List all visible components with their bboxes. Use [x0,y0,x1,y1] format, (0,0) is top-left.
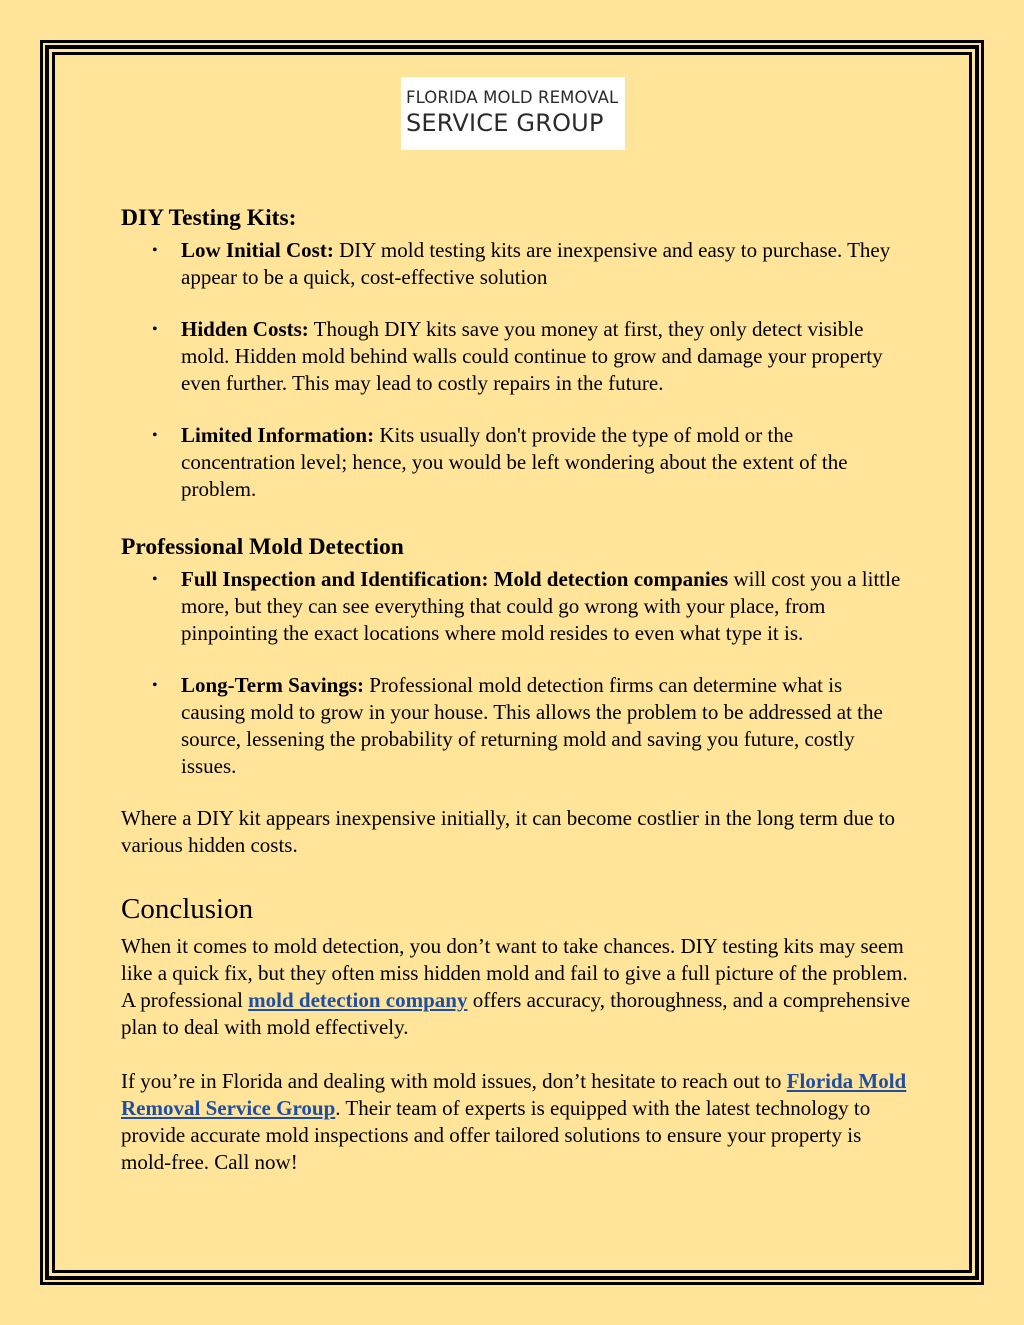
item-text: Though DIY kits save you money at first, they only detect visible mold. Hidden mold behind walls could continue to grow and damage your property even further. This may lead to costly repairs in the future. [181,317,883,395]
list-item [121,566,911,647]
pro-summary: Where a DIY kit appears inexpensive initially, it can become costlier in the long term due to various hidden costs. [121,806,896,857]
document-content [121,203,911,1176]
list-item [121,422,911,503]
bullet-icon: • [152,321,158,338]
paragraph-text: . Their team of experts is equipped with the latest technology to provide accurate mold inspections and offer tailored solutions to ensure your property is mold-free. Call now! [121,1096,871,1174]
item-text: Kits usually don't provide the type of mold or the concentration level; hence, you would be left wondering about the extent of the problem. [181,423,848,501]
conclusion-paragraph-2 [121,1068,911,1176]
item-text: will cost you a little more, but they can see everything that could go wrong with your place, from pinpointing the exact locations where mold resides to even what type it is. [181,567,901,645]
item-label: Hidden Costs: [181,317,309,341]
company-name-link[interactable]: Florida Mold Removal Service Group [121,1069,907,1120]
item-label: Long-Term Savings: [181,673,365,697]
list-item [121,672,911,780]
item-label: Low Initial Cost: [181,238,334,262]
bullet-icon: • [152,427,158,444]
item-text: Professional mold detection firms can determine what is causing mold to grow in your house. This allows the problem to be addressed at the source, lessening the probability of returning mold and saving you future, costly issues. [181,673,883,778]
logo-line-1: FLORIDA MOLD REMOVAL [406,88,619,107]
item-label: Full Inspection and Identification: Mold detection companies [181,567,729,591]
list-item [121,316,911,397]
item-text: DIY mold testing kits are inexpensive and easy to purchase. They appear to be a quick, cost-effective solution [181,238,891,289]
mold-detection-company-link[interactable]: mold detection company [248,988,468,1012]
logo-line-2: SERVICE GROUP [406,109,604,137]
conclusion-paragraph-1 [121,933,911,1041]
diy-list [121,237,911,503]
diy-heading: DIY Testing Kits: [121,205,297,231]
paragraph-text: offers accuracy, thoroughness, and a comprehensive plan to deal with mold effectively. [121,988,911,1039]
bullet-icon: • [152,677,158,694]
paragraph-text: If you’re in Florida and dealing with mold issues, don’t hesitate to reach out to [121,1069,787,1093]
pro-heading: Professional Mold Detection [121,534,404,560]
paragraph-text: When it comes to mold detection, you don’t want to take chances. DIY testing kits may seem like a quick fix, but they often miss hidden mold and fail to give a full picture of the problem. A professional [121,934,908,1012]
list-item [121,237,911,291]
company-logo [401,77,625,150]
pro-list [121,566,911,780]
bullet-icon: • [152,242,158,259]
item-label: Limited Information: [181,423,375,447]
bullet-icon: • [152,571,158,588]
conclusion-heading: Conclusion [121,893,254,925]
